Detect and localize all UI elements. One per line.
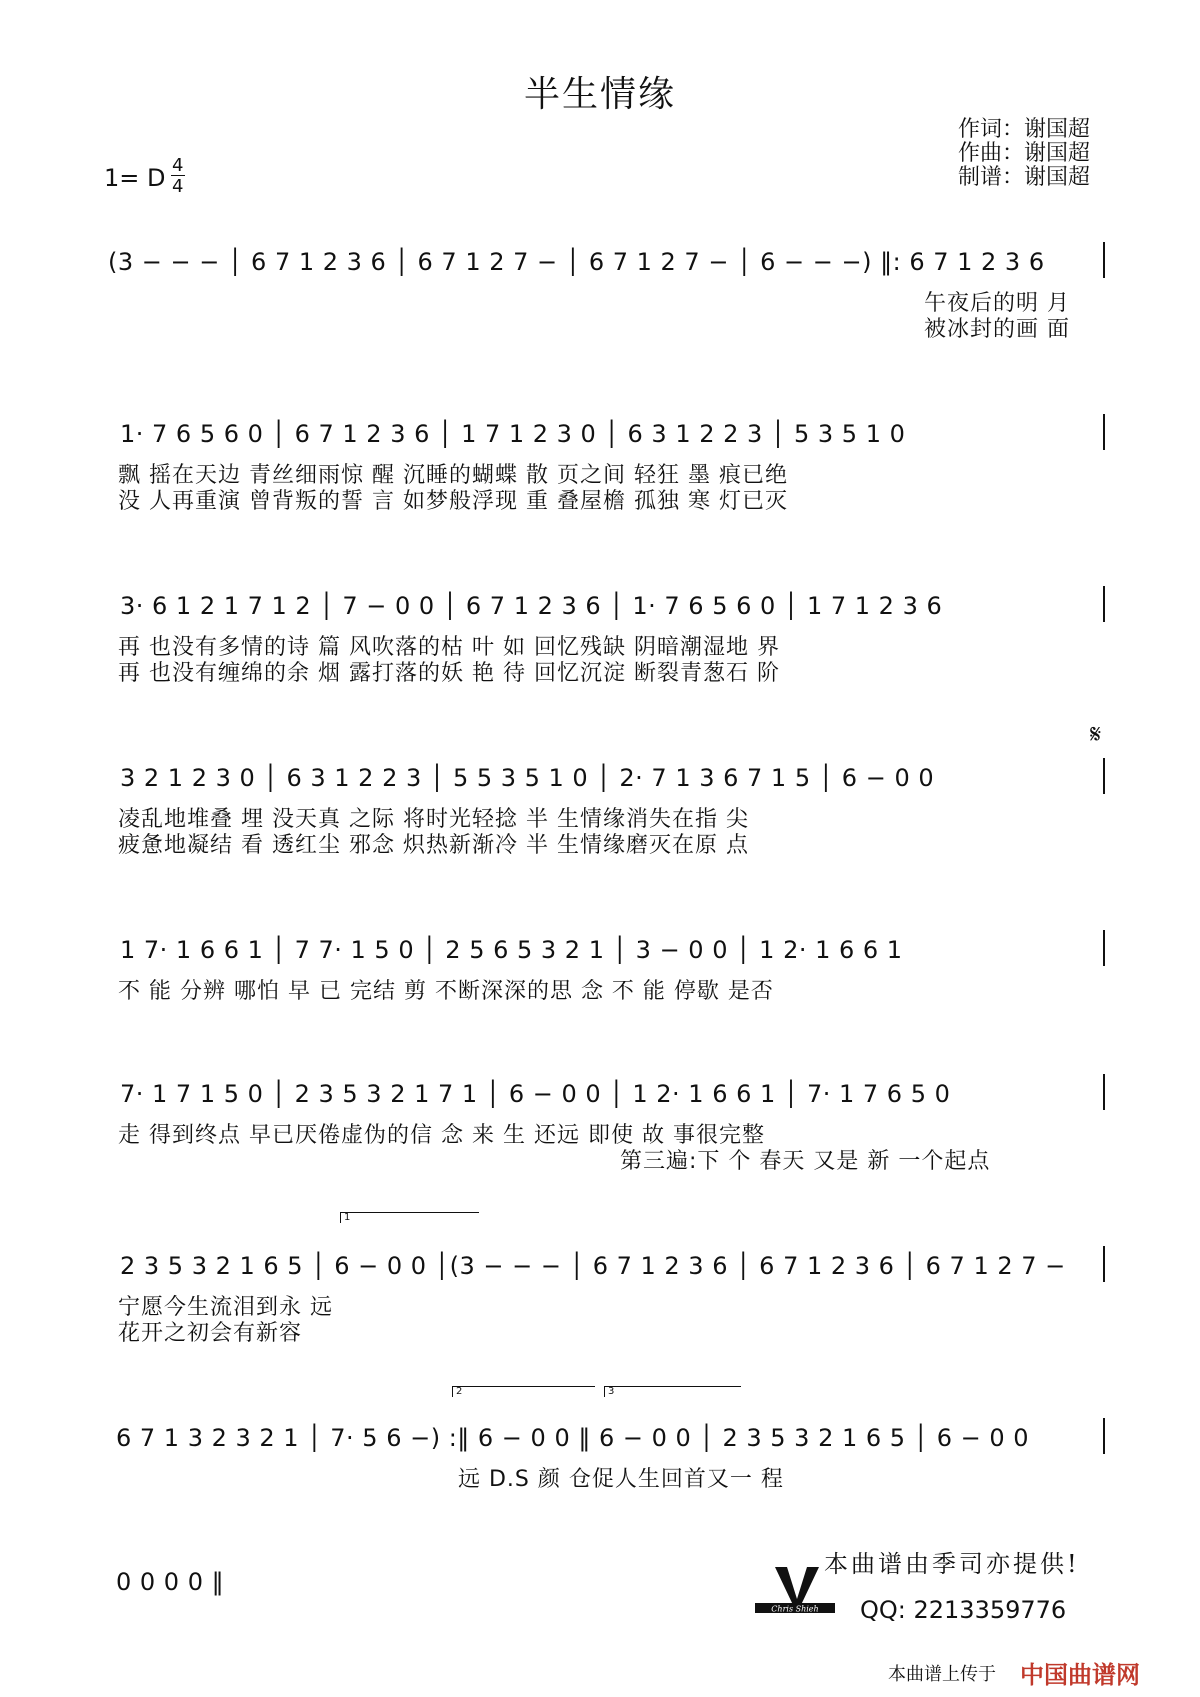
score-row-4: 3 2 1 2 3 0 │ 6 3 1 2 2 3 │ 5 5 3 5 1 0 │ 2· 7 1 3 6 7 1 5 │ 6 − 0 0 [120, 764, 935, 792]
lyric-row-4-verse-1: 凌乱地堆叠 埋 没天真 之际 将时光轻捻 半 生情缘消失在指 尖 [118, 807, 749, 832]
lyric-row-6: 走 得到终点 早已厌倦虚伪的信 念 来 生 还远 即使 故 事很完整 [118, 1123, 765, 1148]
provider-note: 本曲谱由季司亦提供! [824, 1550, 1080, 1578]
score-row-9: 0 0 0 0 ‖ [116, 1568, 225, 1596]
lyric-row-3-verse-1: 再 也没有多情的诗 篇 风吹落的枯 叶 如 回忆残缺 阴暗潮湿地 界 [118, 635, 780, 660]
volta-2: 2 [452, 1386, 595, 1397]
key-signature: 1= D [104, 164, 166, 192]
upload-note: 本曲谱上传于 [888, 1664, 996, 1685]
lyric-row-2-verse-1: 飘 摇在天边 青丝细雨惊 醒 沉睡的蝴蝶 散 页之间 轻狂 墨 痕已绝 [118, 463, 788, 488]
time-sig-bottom: 4 [172, 176, 184, 197]
provider-logo-text: Chris Shieh [771, 1604, 819, 1614]
arranger-credit: 制谱：谢国超 [958, 165, 1091, 190]
barline [1103, 414, 1105, 450]
score-row-5: 1 7· 1 6 6 1 │ 7 7· 1 5 0 │ 2 5 6 5 3 2 1 │ 3 − 0 0 │ 1 2· 1 6 6 1 [120, 936, 903, 964]
time-sig-top: 4 [172, 155, 184, 176]
lyric-row-5: 不 能 分辨 哪怕 早 已 完结 剪 不断深深的思 念 不 能 停歇 是否 [118, 979, 774, 1004]
barline [1103, 1074, 1105, 1110]
lyric-row-1-verse-1: 午夜后的明 月 [924, 291, 1070, 316]
score-row-2: 1· 7 6 5 6 0 │ 6 7 1 2 3 6 │ 1 7 1 2 3 0 │ 6 3 1 2 2 3 │ 5 3 5 1 0 [120, 420, 906, 448]
composer-credit: 作曲：谢国超 [958, 141, 1091, 166]
lyric-row-1-verse-2: 被冰封的画 面 [924, 317, 1070, 342]
qq-contact: QQ: 2213359776 [860, 1596, 1067, 1624]
segno-sign: 𝄋 [1090, 720, 1102, 750]
lyric-row-8: 远 D.S 颜 仓促人生回首又一 程 [458, 1467, 784, 1492]
lyric-row-3-verse-2: 再 也没有缠绵的余 烟 露打落的妖 艳 待 回忆沉淀 断裂青葱石 阶 [118, 661, 780, 686]
provider-logo [755, 1565, 835, 1615]
lyric-row-7-verse-1: 宁愿今生流泪到永 远 [118, 1295, 333, 1320]
score-row-7: 2 3 5 3 2 1 6 5 │ 6 − 0 0 │(3 − − − │ 6 7 1 2 3 6 │ 6 7 1 2 3 6 │ 6 7 1 2 7 − [120, 1252, 1066, 1280]
barline [1103, 758, 1105, 794]
barline [1103, 1246, 1105, 1282]
lyricist-credit: 作词：谢国超 [958, 117, 1091, 142]
lyric-row-7-verse-2: 花开之初会有新容 [118, 1321, 303, 1346]
score-row-8: 6 7 1 3 2 3 2 1 │ 7· 5 6 −) :‖ 6 − 0 0 ‖ 6 − 0 0 │ 2 3 5 3 2 1 6 5 │ 6 − 0 0 [116, 1424, 1030, 1452]
barline [1103, 1418, 1105, 1454]
score-row-1: (3 − − − │ 6 7 1 2 3 6 │ 6 7 1 2 7 − │ 6 7 1 2 7 − │ 6 − − −) ‖: 6 7 1 2 3 6 [108, 248, 1045, 276]
volta-1: 1 [340, 1212, 479, 1223]
volta-3: 3 [604, 1386, 741, 1397]
lyric-row-2-verse-2: 没 人再重演 曾背叛的誓 言 如梦般浮现 重 叠屋檐 孤独 寒 灯已灭 [118, 489, 788, 514]
score-row-6: 7· 1 7 1 5 0 │ 2 3 5 3 2 1 7 1 │ 6 − 0 0 │ 1 2· 1 6 6 1 │ 7· 1 7 6 5 0 [120, 1080, 951, 1108]
lyric-row-6-third-verse: 第三遍:下 个 春天 又是 新 一个起点 [620, 1149, 991, 1174]
barline [1103, 586, 1105, 622]
barline [1103, 930, 1105, 966]
barline [1103, 242, 1105, 278]
score-row-3: 3· 6 1 2 1 7 1 2 │ 7 − 0 0 │ 6 7 1 2 3 6 │ 1· 7 6 5 6 0 │ 1 7 1 2 3 6 [120, 592, 943, 620]
page-title: 半生情缘 [523, 74, 676, 115]
site-logo[interactable]: 中国曲谱网 [1020, 1660, 1140, 1689]
lyric-row-4-verse-2: 疲惫地凝结 看 透红尘 邪念 炽热新渐冷 半 生情缘磨灭在原 点 [118, 833, 749, 858]
